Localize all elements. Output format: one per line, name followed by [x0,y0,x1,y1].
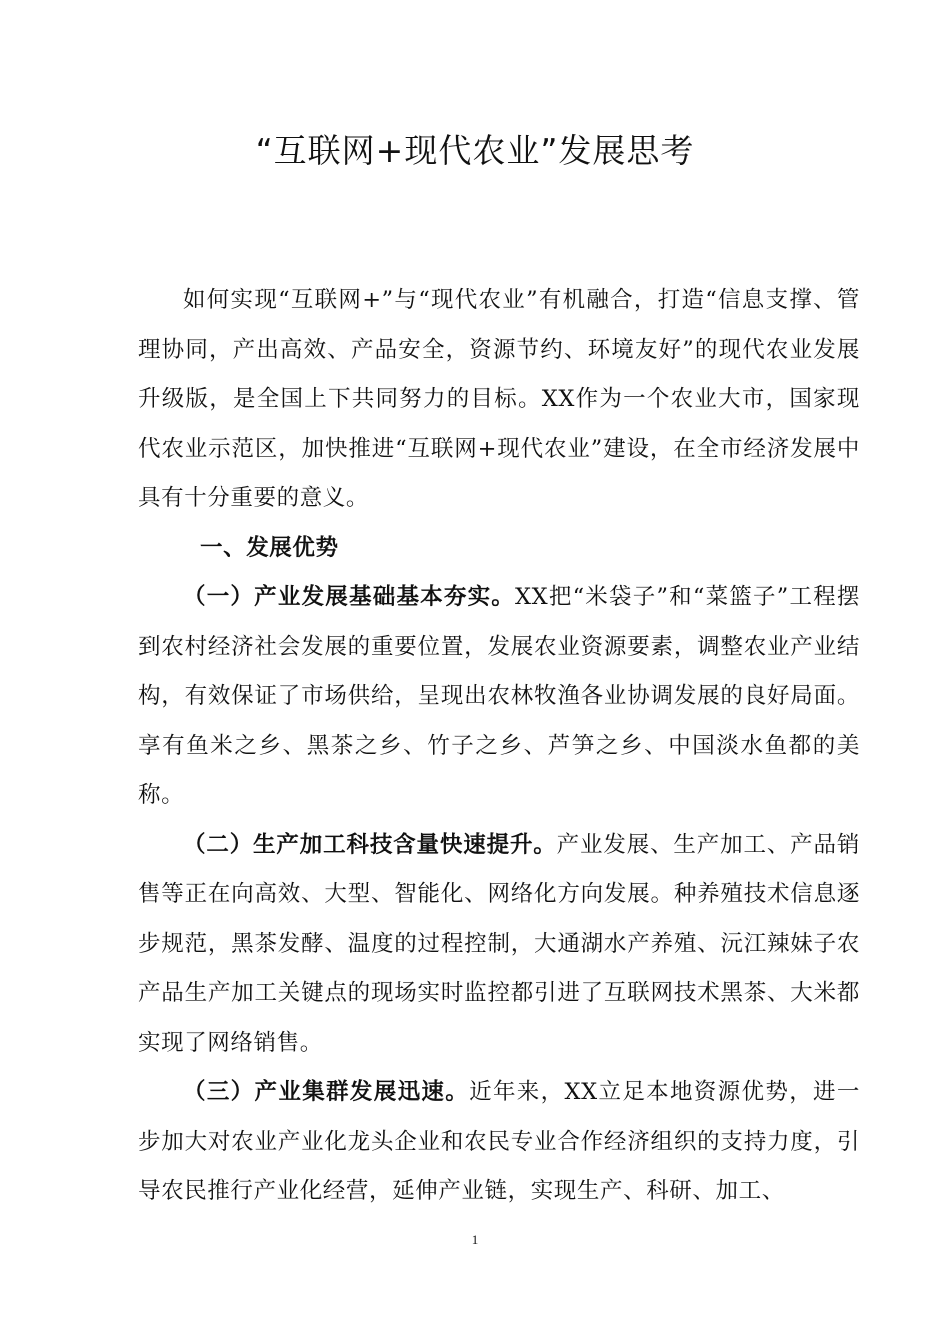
document-body [138,276,860,1217]
item-paragraph-3 [138,1068,860,1217]
section-heading: 一、发展优势 [200,534,339,561]
intro-paragraph: 如何实现“互联网+”与“现代农业”有机融合，打造“信息支撑、管理协同，产出高效、产品安全，资源节约、环境友好”的现代农业发展升级版，是全国上下共同努力的目标。XX作为一个农业大市，国家现代农业示范区，加快推进“互联网+现代农业”建设，在全市经济发展中具有十分重要的意义。 [138,287,860,511]
item-lead-1: （一）产业发展基础基本夯实。 [183,584,516,610]
page-number: 1 [471,1232,479,1247]
item-text-1: XX把“米袋子”和“菜篮子”工程摆到农村经济社会发展的重要位置，发展农业资源要素，调整农业产业结构，有效保证了市场供给，呈现出农林牧渔各业协调发展的良好局面。享有鱼米之乡、黑茶之乡、竹子之乡、芦笋之乡、中国淡水鱼都的美称。 [138,584,860,808]
item-lead-2: （二）生产加工科技含量快速提升。 [183,831,557,858]
item-paragraph-1 [138,573,860,821]
item-paragraph-2 [138,821,860,1069]
document-title: “互联网+现代农业”发展思考 [255,131,695,170]
item-lead-3: （三）产业集群发展迅速。 [183,1079,470,1105]
item-text-3: 近年来，XX立足本地资源优势，进一步加大对农业产业化龙头企业和农民专业合作经济组织的支持力度，引导农民推行产业化经营，延伸产业链，实现生产、科研、加工、 [138,1079,860,1204]
item-text-2: 产业发展、生产加工、产品销售等正在向高效、大型、智能化、网络化方向发展。种养殖技术信息逐步规范，黑茶发酵、温度的过程控制，大通湖水产养殖、沅江辣妹子农产品生产加工关键点的现场实时监控都引进了互联网技术黑茶、大米都实现了网络销售。 [138,831,860,1056]
